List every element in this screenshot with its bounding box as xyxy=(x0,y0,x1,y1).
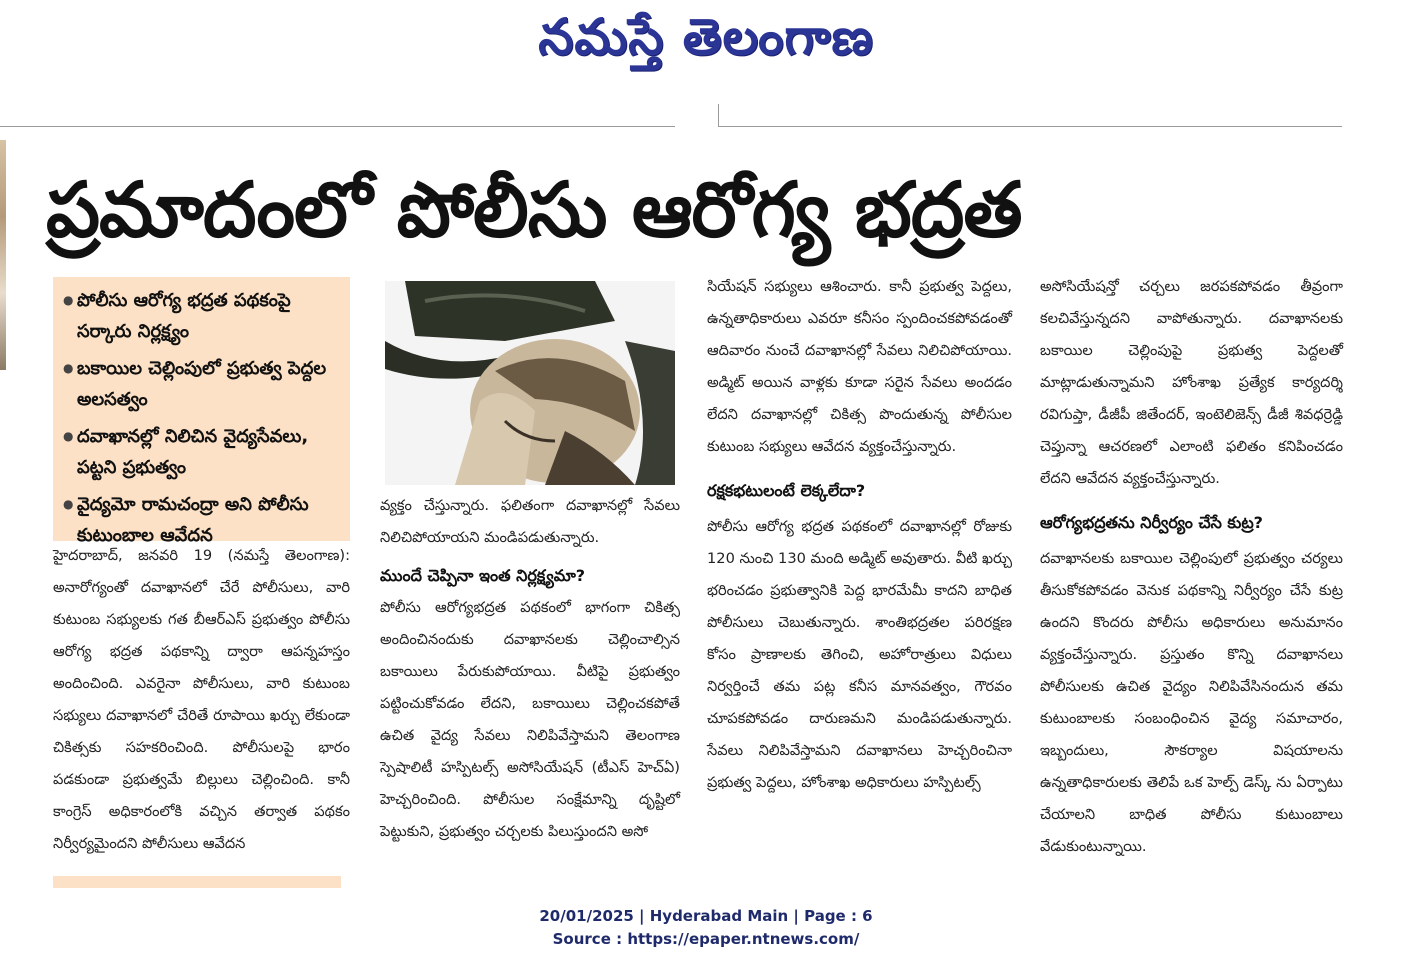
bullet-icon: ● xyxy=(63,361,74,375)
article-column-2 xyxy=(380,490,680,848)
article-paragraph: వ్యక్తం చేస్తున్నారు. ఫలితంగా దవాఖానల్లో సేవలు నిలిచిపోయాయని మండిపడుతున్నారు. xyxy=(380,497,680,546)
article-headline: ప్రమాదంలో పోలీసు ఆరోగ్య భద్రత xyxy=(46,165,1022,254)
police-officer-illustration-svg xyxy=(385,281,675,485)
edition-info: 20/01/2025 | Hyderabad Main | Page : 6 xyxy=(539,907,873,925)
highlight-text: దవాఖానల్లో నిలిచిన వైద్యసేవలు, పట్టని ప్రభుత్వం xyxy=(77,426,309,478)
newspaper-masthead: నమస్తే తెలంగాణ xyxy=(538,8,874,66)
bullet-icon: ● xyxy=(63,429,74,443)
bullet-icon: ● xyxy=(63,293,74,307)
highlight-item xyxy=(63,421,342,483)
header-divider-left xyxy=(0,126,675,127)
highlight-text: పోలీసు ఆరోగ్య భద్రత పథకంపై సర్కారు నిర్లక్ష్యం xyxy=(77,290,291,342)
highlight-text: బకాయిల చెల్లింపులో ప్రభుత్వ పెద్దల అలసత్వం xyxy=(77,358,327,410)
highlight-item xyxy=(63,285,342,347)
article-paragraph: సియేషన్ సభ్యులు ఆశించారు. కానీ ప్రభుత్వ పెద్దలు, ఉన్నతాధికారులు ఎవరూ కనీసం స్పందించకపోవడంతో ఆదివారం నుంచే దవాఖానల్లో సేవలు నిలిచిపోయాయి. అడ్మిట్ అయిన వాళ్లకు కూడా సరైన సేవలు అందడం లేదని దవాఖానల్లో చికిత్స పొందుతున్న పోలీసుల కుటుంబ సభ్యులు ఆవేదన వ్యక్తంచేస్తున్నారు. xyxy=(707,278,1012,455)
article-paragraph: అసోసియేషన్తో చర్చలు జరపకపోవడం తీవ్రంగా కలచివేస్తున్నదని వాపోతున్నారు. దవాఖానలకు బకాయిల చెల్లింపుపై ప్రభుత్వ పెద్దలతో మాట్లాడుతున్నామని హోంశాఖ ప్రత్యేక కార్యదర్శి రవిగుప్తా, డీజీపీ జితేందర్, ఇంటెలిజెన్స్ డీజీ శివధర్రెడ్డి చెప్తున్నా ఆచరణలో ఎలాంటి ఫలితం కనిపించడం లేదని ఆవేదన వ్యక్తంచేస్తున్నారు. xyxy=(1040,278,1343,487)
article-paragraph: పోలీసు ఆరోగ్యభద్రత పథకంలో భాగంగా చికిత్స అందించినందుకు దవాఖానలకు చెల్లించాల్సిన బకాయిలు పేరుకుపోయాయి. వీటిపై ప్రభుత్వం పట్టించుకోవడం లేదని, బకాయిలు చెల్లించకపోతే ఉచిత వైద్య సేవలు నిలిపివేస్తామని తెలంగాణ స్పెషాలిటీ హస్పిటల్స్ అసోసియేషన్ (టీఎస్ హెచ్ఏ) హెచ్చరించింది. పోలీసుల సంక్షేమాన్ని దృష్టిలో పెట్టుకుని, ప్రభుత్వం చర్చలకు పిలుస్తుందని అసో xyxy=(380,599,680,840)
article-column-1 xyxy=(53,540,350,860)
highlight-item xyxy=(63,353,342,415)
source-link[interactable]: Source : https://epaper.ntnews.com/ xyxy=(552,930,860,948)
section-subheading: ఆరోగ్యభద్రతను నిర్వీర్యం చేసే కుట్ర? xyxy=(1040,513,1263,532)
section-subheading: ముందే చెప్పినా ఇంత నిర్లక్ష్యమా? xyxy=(380,566,586,585)
highlights-box xyxy=(53,277,350,546)
section-subheading: రక్షకభటులంటే లెక్కలేదా? xyxy=(707,481,866,500)
adjacent-article-photo-edge xyxy=(0,140,6,370)
article-column-3 xyxy=(707,271,1012,799)
article-paragraph: హైదరాబాద్, జనవరి 19 (నమస్తే తెలంగాణ): అనారోగ్యంతో దవాఖానలో చేరే పోలీసులు, వారి కుటుంబ సభ్యులకు గత బీఆర్ఎస్ ప్రభుత్వం పోలీసు ఆరోగ్య భద్రత పథకాన్ని ద్వారా ఆపన్నహస్తం అందించింది. ఎవరైనా పోలీసులు, వారి కుటుంబ సభ్యులు దవాఖానలో చేరితే రూపాయి ఖర్చు లేకుండా చికిత్సకు సహకరించింది. పోలీసులపై భారం పడకుండా ప్రభుత్వమే బిల్లులు చెల్లించింది. కానీ కాంగ్రెస్ అధికారంలోకి వచ్చిన తర్వాత పథకం నిర్వీర్యమైందని పోలీసులు ఆవేదన xyxy=(53,547,350,852)
article-paragraph: పోలీసు ఆరోగ్య భద్రత పథకంలో దవాఖానల్లో రోజుకు 120 నుంచి 130 మంది అడ్మిట్ అవుతారు. వీటి ఖర్చు భరించడం ప్రభుత్వానికి పెద్ద భారమేమీ కాదని బాధిత పోలీసులు చెబుతున్నారు. శాంతిభద్రతల పరిరక్షణ కోసం ప్రాణాలకు తెగించి, అహోరాత్రులు విధులు నిర్వర్తించే తమ పట్ల కనీస మానవత్వం, గౌరవం చూపకపోవడం దారుణమని మండిపడుతున్నారు. సేవలు నిలిపివేస్తామని దవాఖానలు హెచ్చరించినా ప్రభుత్వ పెద్దలు, హోంశాఖ అధికారులు హస్పిటల్స్ xyxy=(707,518,1012,791)
bullet-icon: ● xyxy=(63,497,74,511)
page-footer xyxy=(0,905,1412,951)
header-divider-right xyxy=(718,104,1342,127)
next-article-edge xyxy=(53,876,341,888)
article-paragraph: దవాఖానలకు బకాయిల చెల్లింపులో ప్రభుత్వం చర్యలు తీసుకోకపోవడం వెనుక పథకాన్ని నిర్వీర్యం చేసే కుట్ర ఉందని కొందరు పోలీసు అధికారులు అనుమానం వ్యక్తంచేస్తున్నారు. ప్రస్తుతం కొన్ని దవాఖానలు పోలీసులకు ఉచిత వైద్యం నిలిపివేసినందున తమ కుటుంబాలకు సంబంధించిన వైద్య సమాచారం, ఇబ్బందులు, సౌకర్యాల విషయాలను ఉన్నతాధికారులకు తెలిపే ఒక హెల్ప్ డెస్క్ ను ఏర్పాటు చేయాలని బాధిత పోలీసు కుటుంబాలు వేడుకుంటున్నాయి. xyxy=(1040,550,1343,855)
highlight-text: వైద్యమో రామచంద్రా అని పోలీసు కుటుంబాల ఆవేదన xyxy=(77,494,309,546)
article-column-4 xyxy=(1040,271,1343,863)
police-officer-illustration xyxy=(385,281,675,485)
